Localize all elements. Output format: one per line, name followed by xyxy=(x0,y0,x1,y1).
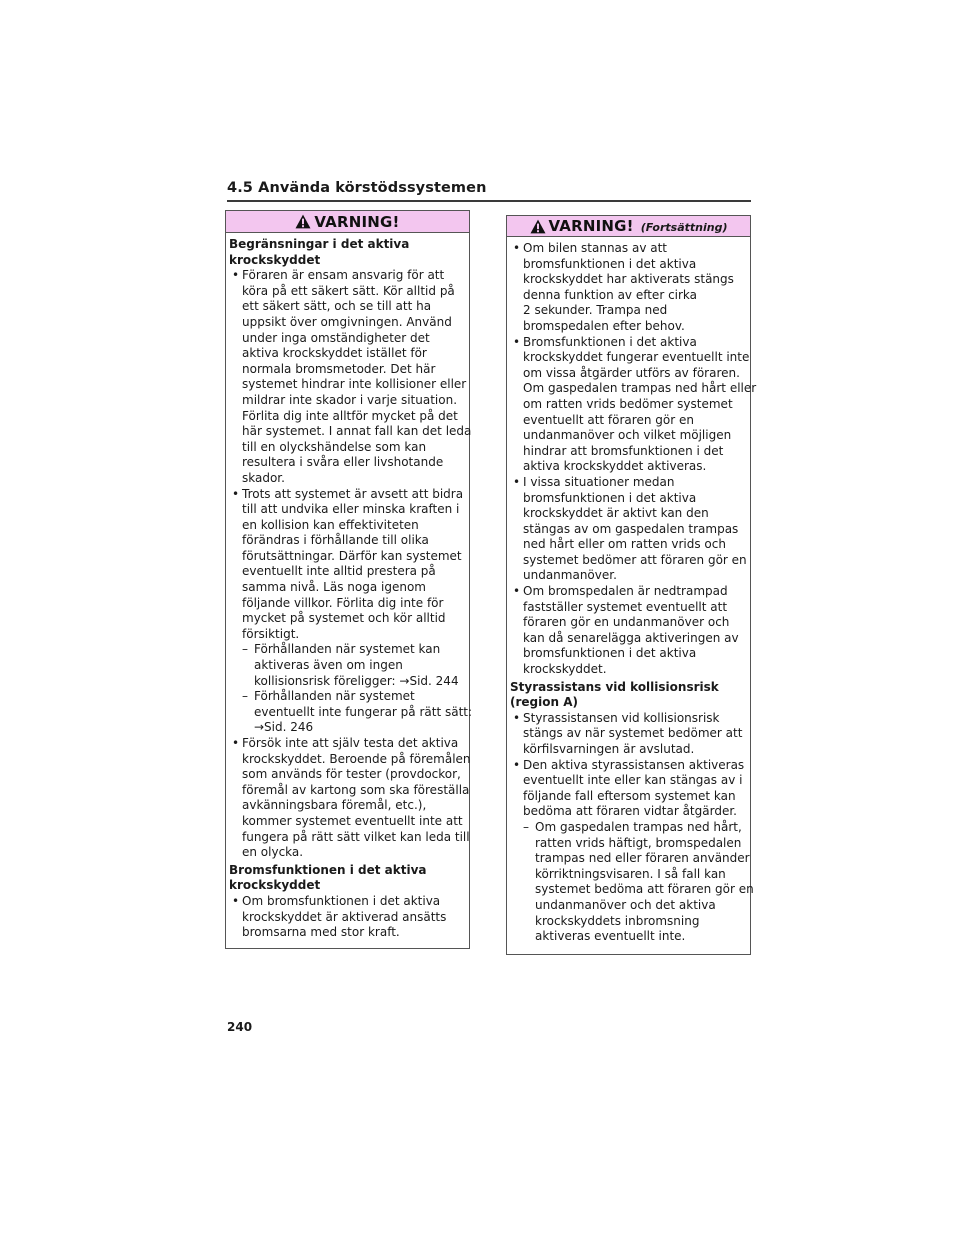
list-item-text: Trots att systemet är avsett att bidra xyxy=(242,486,464,501)
bullet-indent xyxy=(510,726,523,742)
bullet-indent xyxy=(229,783,242,799)
sub-item-line xyxy=(510,851,750,867)
section-heading: Bromsfunktionen i det aktiva xyxy=(229,862,427,877)
bullet-indent xyxy=(510,428,523,444)
list-item-text: Om bilen stannas av att xyxy=(523,241,668,255)
bullet-indent xyxy=(229,845,242,861)
list-item-line xyxy=(229,611,469,627)
bullet-indent xyxy=(229,299,242,315)
section-heading: krockskyddet xyxy=(229,252,321,267)
list-item-line xyxy=(510,288,750,304)
sub-item-text: eventuellt inte fungerar på rätt sätt: xyxy=(254,704,473,719)
list-item-line xyxy=(510,257,750,273)
bullet-marker: • xyxy=(232,893,240,908)
list-item-text: krockskyddet. Beroende på föremålen xyxy=(242,751,471,766)
list-item-line xyxy=(510,428,750,444)
list-item-line xyxy=(229,910,469,926)
warning-body xyxy=(226,233,473,941)
section-heading: Begränsningar i det aktiva xyxy=(229,237,410,251)
bullet-indent xyxy=(229,752,242,768)
bullet-indent xyxy=(229,767,242,783)
bullet-indent xyxy=(510,804,523,820)
list-item-text: ned hårt eller om ratten vrids och xyxy=(523,537,726,552)
section-title: 4.5 Använda körstödssystemen xyxy=(227,180,487,196)
bullet-indent xyxy=(229,455,242,471)
warning-header xyxy=(226,211,469,233)
bullet-indent xyxy=(229,596,242,612)
list-item-text: eventuellt att föraren gör en xyxy=(523,412,694,427)
bullet-indent xyxy=(510,646,523,662)
bullet-indent xyxy=(229,611,242,627)
list-item-line xyxy=(229,377,469,393)
bullet-indent xyxy=(510,568,523,584)
list-item-text: Försök inte att själv testa det aktiva xyxy=(242,736,459,750)
sub-item-text: ratten vrids häftigt, bromspedalen xyxy=(535,835,742,850)
list-item-line xyxy=(229,502,469,518)
list-item-text: undanmanöver och vilket möjligen xyxy=(523,428,732,443)
sub-item-line xyxy=(229,674,469,690)
sub-item-line xyxy=(229,658,469,674)
list-item-line xyxy=(229,487,469,503)
bullet-marker: • xyxy=(513,710,521,725)
list-item-line xyxy=(510,506,750,522)
list-item-line xyxy=(510,758,750,774)
sub-item-text: →Sid. 246 xyxy=(254,720,314,735)
warning-label: VARNING! xyxy=(548,217,634,235)
list-item-text: mycket på systemet och kör alltid xyxy=(242,611,446,626)
list-item-line xyxy=(510,522,750,538)
list-item-line xyxy=(510,303,750,319)
list-item-text: denna funktion av efter cirka xyxy=(523,287,698,302)
list-item-text: avkänningsbara föremål, etc.), xyxy=(242,798,427,813)
warning-body xyxy=(507,237,757,945)
section-header xyxy=(227,180,751,196)
bullet-marker: • xyxy=(232,268,240,283)
sub-item-text: krockskyddets inbromsning xyxy=(535,913,700,928)
list-item-text: stängs av när systemet bedömer att xyxy=(523,726,743,741)
dash-indent xyxy=(242,720,254,736)
bullet-indent xyxy=(510,789,523,805)
list-item-text: resultera i svåra eller livshotande xyxy=(242,455,444,470)
bullet-indent xyxy=(510,631,523,647)
sub-item-line xyxy=(510,898,750,914)
list-item-text: Bromsfunktionen i det aktiva xyxy=(523,334,697,349)
list-item-text: krockskyddet är aktivt kan den xyxy=(523,506,709,521)
sub-item-text: systemet bedöma att föraren gör en xyxy=(535,882,754,897)
list-item-text: eventuellt inte alltid prestera på xyxy=(242,564,436,579)
bullet-indent xyxy=(229,925,242,941)
list-item-line xyxy=(229,627,469,643)
dash-indent xyxy=(242,674,254,690)
list-item-text: till att undvika eller minska kraften i xyxy=(242,502,460,517)
dash-indent xyxy=(523,851,535,867)
bullet-indent xyxy=(229,409,242,425)
list-item-line xyxy=(229,518,469,534)
continuation-label: (Fortsättning) xyxy=(640,221,728,234)
list-item-text: Styrassistansen vid kollisionsrisk xyxy=(523,710,720,725)
sub-item-text: trampas ned eller föraren använder xyxy=(535,851,750,866)
list-item-line xyxy=(229,580,469,596)
bullet-indent xyxy=(510,773,523,789)
list-item-text: 2 sekunder. Trampa ned xyxy=(523,303,668,318)
page-number: 240 xyxy=(227,1020,253,1034)
list-item-text: under inga omständigheter det xyxy=(242,330,430,345)
dash-indent xyxy=(523,882,535,898)
warning-box-left xyxy=(225,210,473,949)
list-item-text: eventuellt inte eller kan stängas av i xyxy=(523,773,743,788)
bullet-indent xyxy=(229,362,242,378)
sub-item-line xyxy=(229,689,469,705)
list-item-text: aktiva krockskyddet istället för xyxy=(242,346,427,361)
list-item-line xyxy=(229,409,469,425)
list-item-line xyxy=(510,568,750,584)
list-item-text: om vissa åtgärder utförs av föraren. xyxy=(523,365,740,380)
list-item-text: en kollision kan effektiviteten xyxy=(242,517,419,532)
list-item-line xyxy=(229,783,469,799)
list-item-line xyxy=(229,268,469,284)
list-item-line xyxy=(510,491,750,507)
list-item-text: krockskyddet. xyxy=(523,662,607,677)
list-item-text: aktiva krockskyddet aktiveras. xyxy=(523,459,707,474)
sub-item-text: Förhållanden när systemet kan xyxy=(254,642,441,657)
list-item-line xyxy=(229,894,469,910)
list-item-text: systemet hindrar inte kollisioner eller xyxy=(242,377,467,392)
list-item-text: Förlita dig inte alltför mycket på det xyxy=(242,408,458,423)
list-item-line xyxy=(510,272,750,288)
list-item-line xyxy=(229,925,469,941)
list-item-text: bromsfunktionen i det aktiva xyxy=(523,256,697,271)
list-item-line xyxy=(510,631,750,647)
list-item-text: I vissa situationer medan xyxy=(523,474,675,489)
list-item-text: bromsfunktionen i det aktiva xyxy=(523,490,697,505)
list-item-line xyxy=(229,440,469,456)
bullet-indent xyxy=(510,553,523,569)
bullet-indent xyxy=(229,518,242,534)
bullet-indent xyxy=(510,459,523,475)
list-item-line xyxy=(229,424,472,440)
list-item-text: uppsikt över omgivningen. Använd xyxy=(242,314,452,329)
sub-item-line xyxy=(229,720,469,736)
list-item-line xyxy=(510,350,750,366)
sub-item-text: körriktningsvisaren. I så fall kan xyxy=(535,866,726,881)
bullet-indent xyxy=(510,600,523,616)
list-item-text: en olycka. xyxy=(242,845,304,860)
list-item-line xyxy=(229,564,469,580)
bullet-indent xyxy=(510,381,523,397)
bullet-indent xyxy=(510,444,523,460)
bullet-indent xyxy=(229,315,242,331)
bullet-indent xyxy=(510,413,523,429)
list-item-text: krockskyddet är aktiverad ansätts xyxy=(242,909,447,924)
sub-item-line xyxy=(510,882,754,898)
sub-item-line xyxy=(510,867,750,883)
list-item-line xyxy=(510,804,750,820)
list-item-text: hindrar att bromsfunktionen i det xyxy=(523,443,724,458)
list-item-text: stängas av om gaspedalen trampas xyxy=(523,521,739,536)
list-item-line xyxy=(229,798,469,814)
list-item-line xyxy=(229,346,469,362)
list-item-line xyxy=(510,335,750,351)
list-item-text: kan då senarelägga aktiveringen av xyxy=(523,630,739,645)
list-item-line xyxy=(510,413,750,429)
list-item-line xyxy=(510,726,750,742)
list-item-text: fungera på rätt sätt vilket kan leda till xyxy=(242,829,470,844)
list-item-text: kommer systemet eventuellt inte att xyxy=(242,813,463,828)
list-item-text: följande fall eftersom systemet kan xyxy=(523,788,736,803)
bullet-indent xyxy=(229,564,242,580)
bullet-indent xyxy=(229,346,242,362)
list-item-line xyxy=(229,767,469,783)
list-item-text: föremål av kartong som ska föreställa xyxy=(242,782,470,797)
sub-item-line xyxy=(510,914,750,930)
list-item-line xyxy=(229,845,469,861)
list-item-line xyxy=(510,662,750,678)
sub-item-line xyxy=(510,836,750,852)
bullet-indent xyxy=(510,615,523,631)
list-item-text: förändras i förhållande till olika xyxy=(242,533,429,548)
list-item-line xyxy=(510,475,750,491)
list-item-line xyxy=(229,752,469,768)
list-item-text: krockskyddet har aktiverats stängs xyxy=(523,272,734,287)
list-item-text: mildrar inte skador i varje situation. xyxy=(242,392,458,407)
dash-indent xyxy=(242,705,254,721)
bullet-indent xyxy=(510,662,523,678)
dash-indent xyxy=(523,914,535,930)
warning-triangle-icon xyxy=(295,214,311,229)
list-item-text: samma nivå. Läs noga igenom xyxy=(242,580,426,595)
section-heading: Styrassistans vid kollisionsrisk xyxy=(510,679,719,694)
list-item-line xyxy=(510,537,750,553)
dash-marker: – xyxy=(242,689,248,704)
bullet-indent xyxy=(229,502,242,518)
sub-item-line xyxy=(229,704,473,721)
sub-item-text: aktiveras även om ingen xyxy=(254,658,403,673)
bullet-indent xyxy=(510,506,523,522)
bullet-indent xyxy=(510,522,523,538)
bullet-indent xyxy=(510,257,523,273)
list-item-text: bedöma att föraren vidtar åtgärder. xyxy=(523,804,737,819)
bullet-indent xyxy=(510,288,523,304)
bullet-indent xyxy=(229,533,242,549)
warning-triangle-icon xyxy=(530,219,546,234)
bullet-indent xyxy=(229,798,242,814)
list-item-line xyxy=(229,471,469,487)
sub-item-text: undanmanöver och det aktiva xyxy=(535,897,716,912)
bullet-indent xyxy=(510,491,523,507)
list-item-line xyxy=(510,742,750,758)
list-item-text: förutsättningar. Därför kan systemet xyxy=(242,548,462,563)
list-item-line xyxy=(229,814,469,830)
bullet-indent xyxy=(229,471,242,487)
bullet-indent xyxy=(229,393,242,409)
list-item-text: Den aktiva styrassistansen aktiveras xyxy=(523,757,745,772)
bullet-indent xyxy=(510,350,523,366)
list-item-text: fastställer systemet eventuellt att xyxy=(523,599,728,614)
dash-indent xyxy=(523,836,535,852)
warning-header xyxy=(507,216,750,237)
list-item-line xyxy=(510,600,750,616)
warning-label: VARNING! xyxy=(314,212,400,231)
section-heading: krockskyddet xyxy=(229,878,321,893)
list-item-text: föraren gör en undanmanöver och xyxy=(523,615,730,630)
list-item-text: körfilsvarningen är avslutad. xyxy=(523,742,695,756)
section-heading: (region A) xyxy=(510,695,578,710)
list-item-line xyxy=(229,284,469,300)
bullet-indent xyxy=(229,284,242,300)
list-item-line xyxy=(510,319,750,335)
list-item-text: undanmanöver. xyxy=(523,568,617,583)
list-item-line xyxy=(510,773,750,789)
list-item-line xyxy=(229,830,469,846)
list-item-text: Om bromspedalen är nedtrampad xyxy=(523,584,728,599)
list-item-line xyxy=(510,584,750,600)
sub-item-line xyxy=(229,642,469,658)
list-item-text: här systemet. I annat fall kan det leda xyxy=(242,424,472,439)
list-item-line xyxy=(229,331,469,347)
list-item-text: försiktigt. xyxy=(242,626,300,641)
list-item-text: till en olyckshändelse som kan xyxy=(242,439,427,454)
list-item-line xyxy=(510,444,750,460)
dash-indent xyxy=(523,867,535,883)
list-item-line xyxy=(510,711,750,727)
bullet-indent xyxy=(229,830,242,846)
section-divider xyxy=(227,200,751,202)
list-item-line xyxy=(510,459,750,475)
bullet-marker: • xyxy=(513,474,521,489)
bullet-indent xyxy=(229,627,242,643)
list-item-text: Om gaspedalen trampas ned hårt eller xyxy=(523,381,757,396)
list-item-line xyxy=(510,397,750,413)
list-item-line xyxy=(229,362,469,378)
list-item-line xyxy=(510,553,750,569)
list-item-line xyxy=(229,455,469,471)
list-item-text: köra på ett säkert sätt. Kör alltid på xyxy=(242,283,455,298)
sub-item-line xyxy=(510,820,750,836)
bullet-indent xyxy=(229,549,242,565)
list-item-line xyxy=(229,736,469,752)
dash-indent xyxy=(523,929,535,945)
dash-indent xyxy=(242,658,254,674)
bullet-indent xyxy=(510,742,523,758)
list-item-text: Föraren är ensam ansvarig för att xyxy=(242,268,445,283)
bullet-indent xyxy=(510,272,523,288)
bullet-indent xyxy=(229,424,242,440)
list-item-line xyxy=(229,596,469,612)
bullet-indent xyxy=(229,377,242,393)
bullet-marker: • xyxy=(232,736,240,750)
list-item-line xyxy=(510,366,750,382)
sub-item-text: kollisionsrisk föreligger: →Sid. 244 xyxy=(254,673,459,688)
list-item-line xyxy=(229,549,469,565)
dash-indent xyxy=(523,898,535,914)
bullet-indent xyxy=(229,440,242,456)
warning-box-right xyxy=(506,215,757,955)
list-item-line xyxy=(229,533,469,549)
list-item-line xyxy=(229,299,469,315)
bullet-indent xyxy=(510,537,523,553)
list-item-text: normala bromsmetoder. Det här xyxy=(242,361,436,376)
sub-item-text: Förhållanden när systemet xyxy=(254,689,415,704)
bullet-indent xyxy=(510,397,523,413)
bullet-indent xyxy=(229,910,242,926)
list-item-text: följande villkor. Förlita dig inte för xyxy=(242,595,444,610)
bullet-marker: • xyxy=(232,486,240,501)
list-item-text: krockskyddet fungerar eventuellt inte xyxy=(523,350,750,365)
bullet-marker: • xyxy=(513,334,521,349)
bullet-indent xyxy=(510,303,523,319)
bullet-marker: • xyxy=(513,757,521,772)
list-item-line xyxy=(510,615,750,631)
bullet-indent xyxy=(229,331,242,347)
list-item-line xyxy=(510,241,750,257)
list-item-text: bromsarna med stor kraft. xyxy=(242,925,400,940)
list-item-text: bromsfunktionen i det aktiva xyxy=(523,646,697,661)
list-item-text: ett säkert sätt, och se till att ha xyxy=(242,299,432,314)
bullet-indent xyxy=(510,319,523,335)
dash-marker: – xyxy=(242,642,248,657)
list-item-text: bromspedalen efter behov. xyxy=(523,318,685,333)
list-item-text: skador. xyxy=(242,470,285,485)
bullet-indent xyxy=(229,580,242,596)
bullet-marker: • xyxy=(513,584,521,599)
sub-item-line xyxy=(510,929,750,945)
bullet-marker: • xyxy=(513,241,521,255)
list-item-line xyxy=(510,646,750,662)
list-item-line xyxy=(510,381,757,397)
list-item-line xyxy=(510,789,750,805)
list-item-line xyxy=(229,315,469,331)
list-item-text: som används för tester (provdockor, xyxy=(242,767,461,782)
sub-item-text: aktiveras eventuellt inte. xyxy=(535,929,686,944)
sub-item-text: Om gaspedalen trampas ned hårt, xyxy=(535,819,742,834)
list-item-line xyxy=(229,393,469,409)
list-item-text: om ratten vrids bedömer systemet xyxy=(523,396,733,411)
list-item-text: Om bromsfunktionen i det aktiva xyxy=(242,893,441,908)
list-item-text: systemet bedömer att föraren gör en xyxy=(523,552,747,567)
bullet-indent xyxy=(510,366,523,382)
bullet-indent xyxy=(229,814,242,830)
dash-marker: – xyxy=(523,819,529,834)
